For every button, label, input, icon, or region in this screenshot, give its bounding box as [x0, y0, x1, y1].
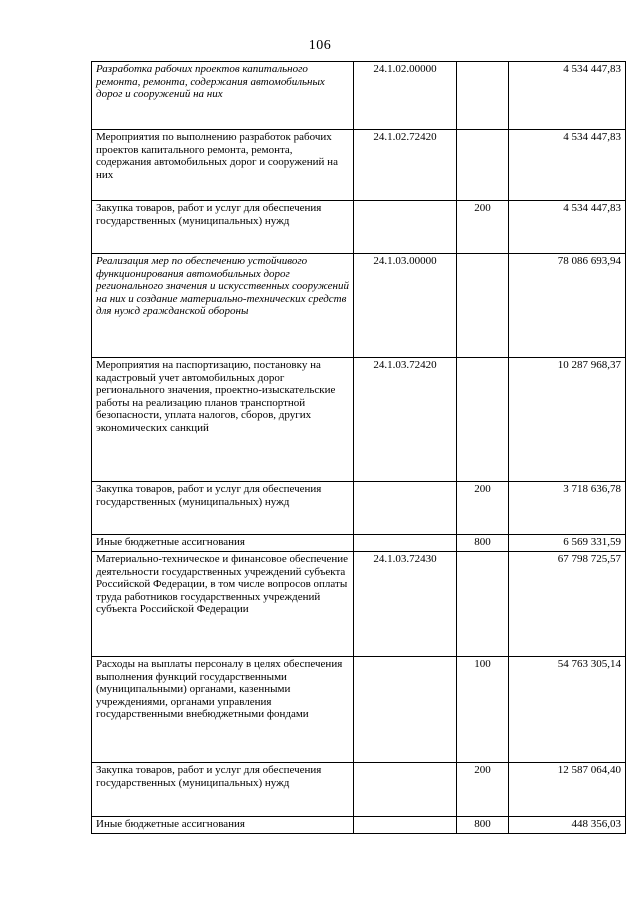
page-number: 106 [308, 38, 332, 53]
row-expense-type: 200 [457, 763, 509, 817]
table-row [92, 358, 626, 482]
row-amount: 12 587 064,40 [509, 763, 626, 817]
row-target-code [354, 763, 457, 817]
row-amount: 6 569 331,59 [509, 535, 626, 552]
table-row [92, 763, 626, 817]
row-amount: 4 534 447,83 [509, 130, 626, 201]
row-target-code: 24.1.03.72430 [354, 552, 457, 657]
row-expense-type: 800 [457, 817, 509, 834]
row-name: Материально-техническое и финансовое обеспечение деятельности государственных учреждений субъекта Российской Федерации, в том числе вопросов оплаты труда работников государственных учреждений субъекта Российской Федерации [92, 552, 354, 657]
table-row [92, 254, 626, 358]
row-expense-type [457, 62, 509, 130]
row-amount: 10 287 968,37 [509, 358, 626, 482]
row-target-code [354, 817, 457, 834]
row-amount: 3 718 636,78 [509, 482, 626, 535]
row-amount: 67 798 725,57 [509, 552, 626, 657]
table-row [92, 201, 626, 254]
row-name: Разработка рабочих проектов капитального ремонта, ремонта, содержания автомобильных дорог и сооружений на них [92, 62, 354, 130]
table-row [92, 482, 626, 535]
row-target-code [354, 201, 457, 254]
row-name: Мероприятия на паспортизацию, постановку на кадастровый учет автомобильных дорог регионального значения, проектно-изыскательские работы на реализацию планов транспортной безопасности, уплата налогов, сборов, других экономических санкций [92, 358, 354, 482]
row-expense-type: 100 [457, 657, 509, 763]
row-target-code: 24.1.02.00000 [354, 62, 457, 130]
row-amount: 4 534 447,83 [509, 201, 626, 254]
row-expense-type: 800 [457, 535, 509, 552]
row-expense-type [457, 552, 509, 657]
table-row [92, 817, 626, 834]
row-name: Расходы на выплаты персоналу в целях обеспечения выполнения функций государственными (муниципальными) органами, казенными учреждениями, органами управления государственными внебюджетными фондами [92, 657, 354, 763]
row-amount: 4 534 447,83 [509, 62, 626, 130]
row-name: Мероприятия по выполнению разработок рабочих проектов капитального ремонта, ремонта, содержания автомобильных дорог и сооружений на них [92, 130, 354, 201]
row-target-code [354, 482, 457, 535]
row-name: Реализация мер по обеспечению устойчивого функционирования автомобильных дорог регионального значения и искусственных сооружений на них и создание материально-технических средств для нужд гражданской обороны [92, 254, 354, 358]
row-amount: 78 086 693,94 [509, 254, 626, 358]
row-amount: 54 763 305,14 [509, 657, 626, 763]
row-name: Иные бюджетные ассигнования [92, 817, 354, 834]
row-amount: 448 356,03 [509, 817, 626, 834]
table-row [92, 657, 626, 763]
row-name: Закупка товаров, работ и услуг для обеспечения государственных (муниципальных) нужд [92, 201, 354, 254]
table-row [92, 62, 626, 130]
row-expense-type [457, 358, 509, 482]
row-name: Закупка товаров, работ и услуг для обеспечения государственных (муниципальных) нужд [92, 482, 354, 535]
table-row [92, 535, 626, 552]
row-target-code: 24.1.03.00000 [354, 254, 457, 358]
row-expense-type [457, 130, 509, 201]
row-target-code: 24.1.02.72420 [354, 130, 457, 201]
row-target-code [354, 657, 457, 763]
row-expense-type: 200 [457, 482, 509, 535]
row-name: Закупка товаров, работ и услуг для обеспечения государственных (муниципальных) нужд [92, 763, 354, 817]
row-target-code [354, 535, 457, 552]
row-expense-type [457, 254, 509, 358]
table-row [92, 130, 626, 201]
row-expense-type: 200 [457, 201, 509, 254]
table-row [92, 552, 626, 657]
row-name: Иные бюджетные ассигнования [92, 535, 354, 552]
budget-table-body [92, 62, 626, 834]
row-target-code: 24.1.03.72420 [354, 358, 457, 482]
budget-table [91, 61, 626, 834]
